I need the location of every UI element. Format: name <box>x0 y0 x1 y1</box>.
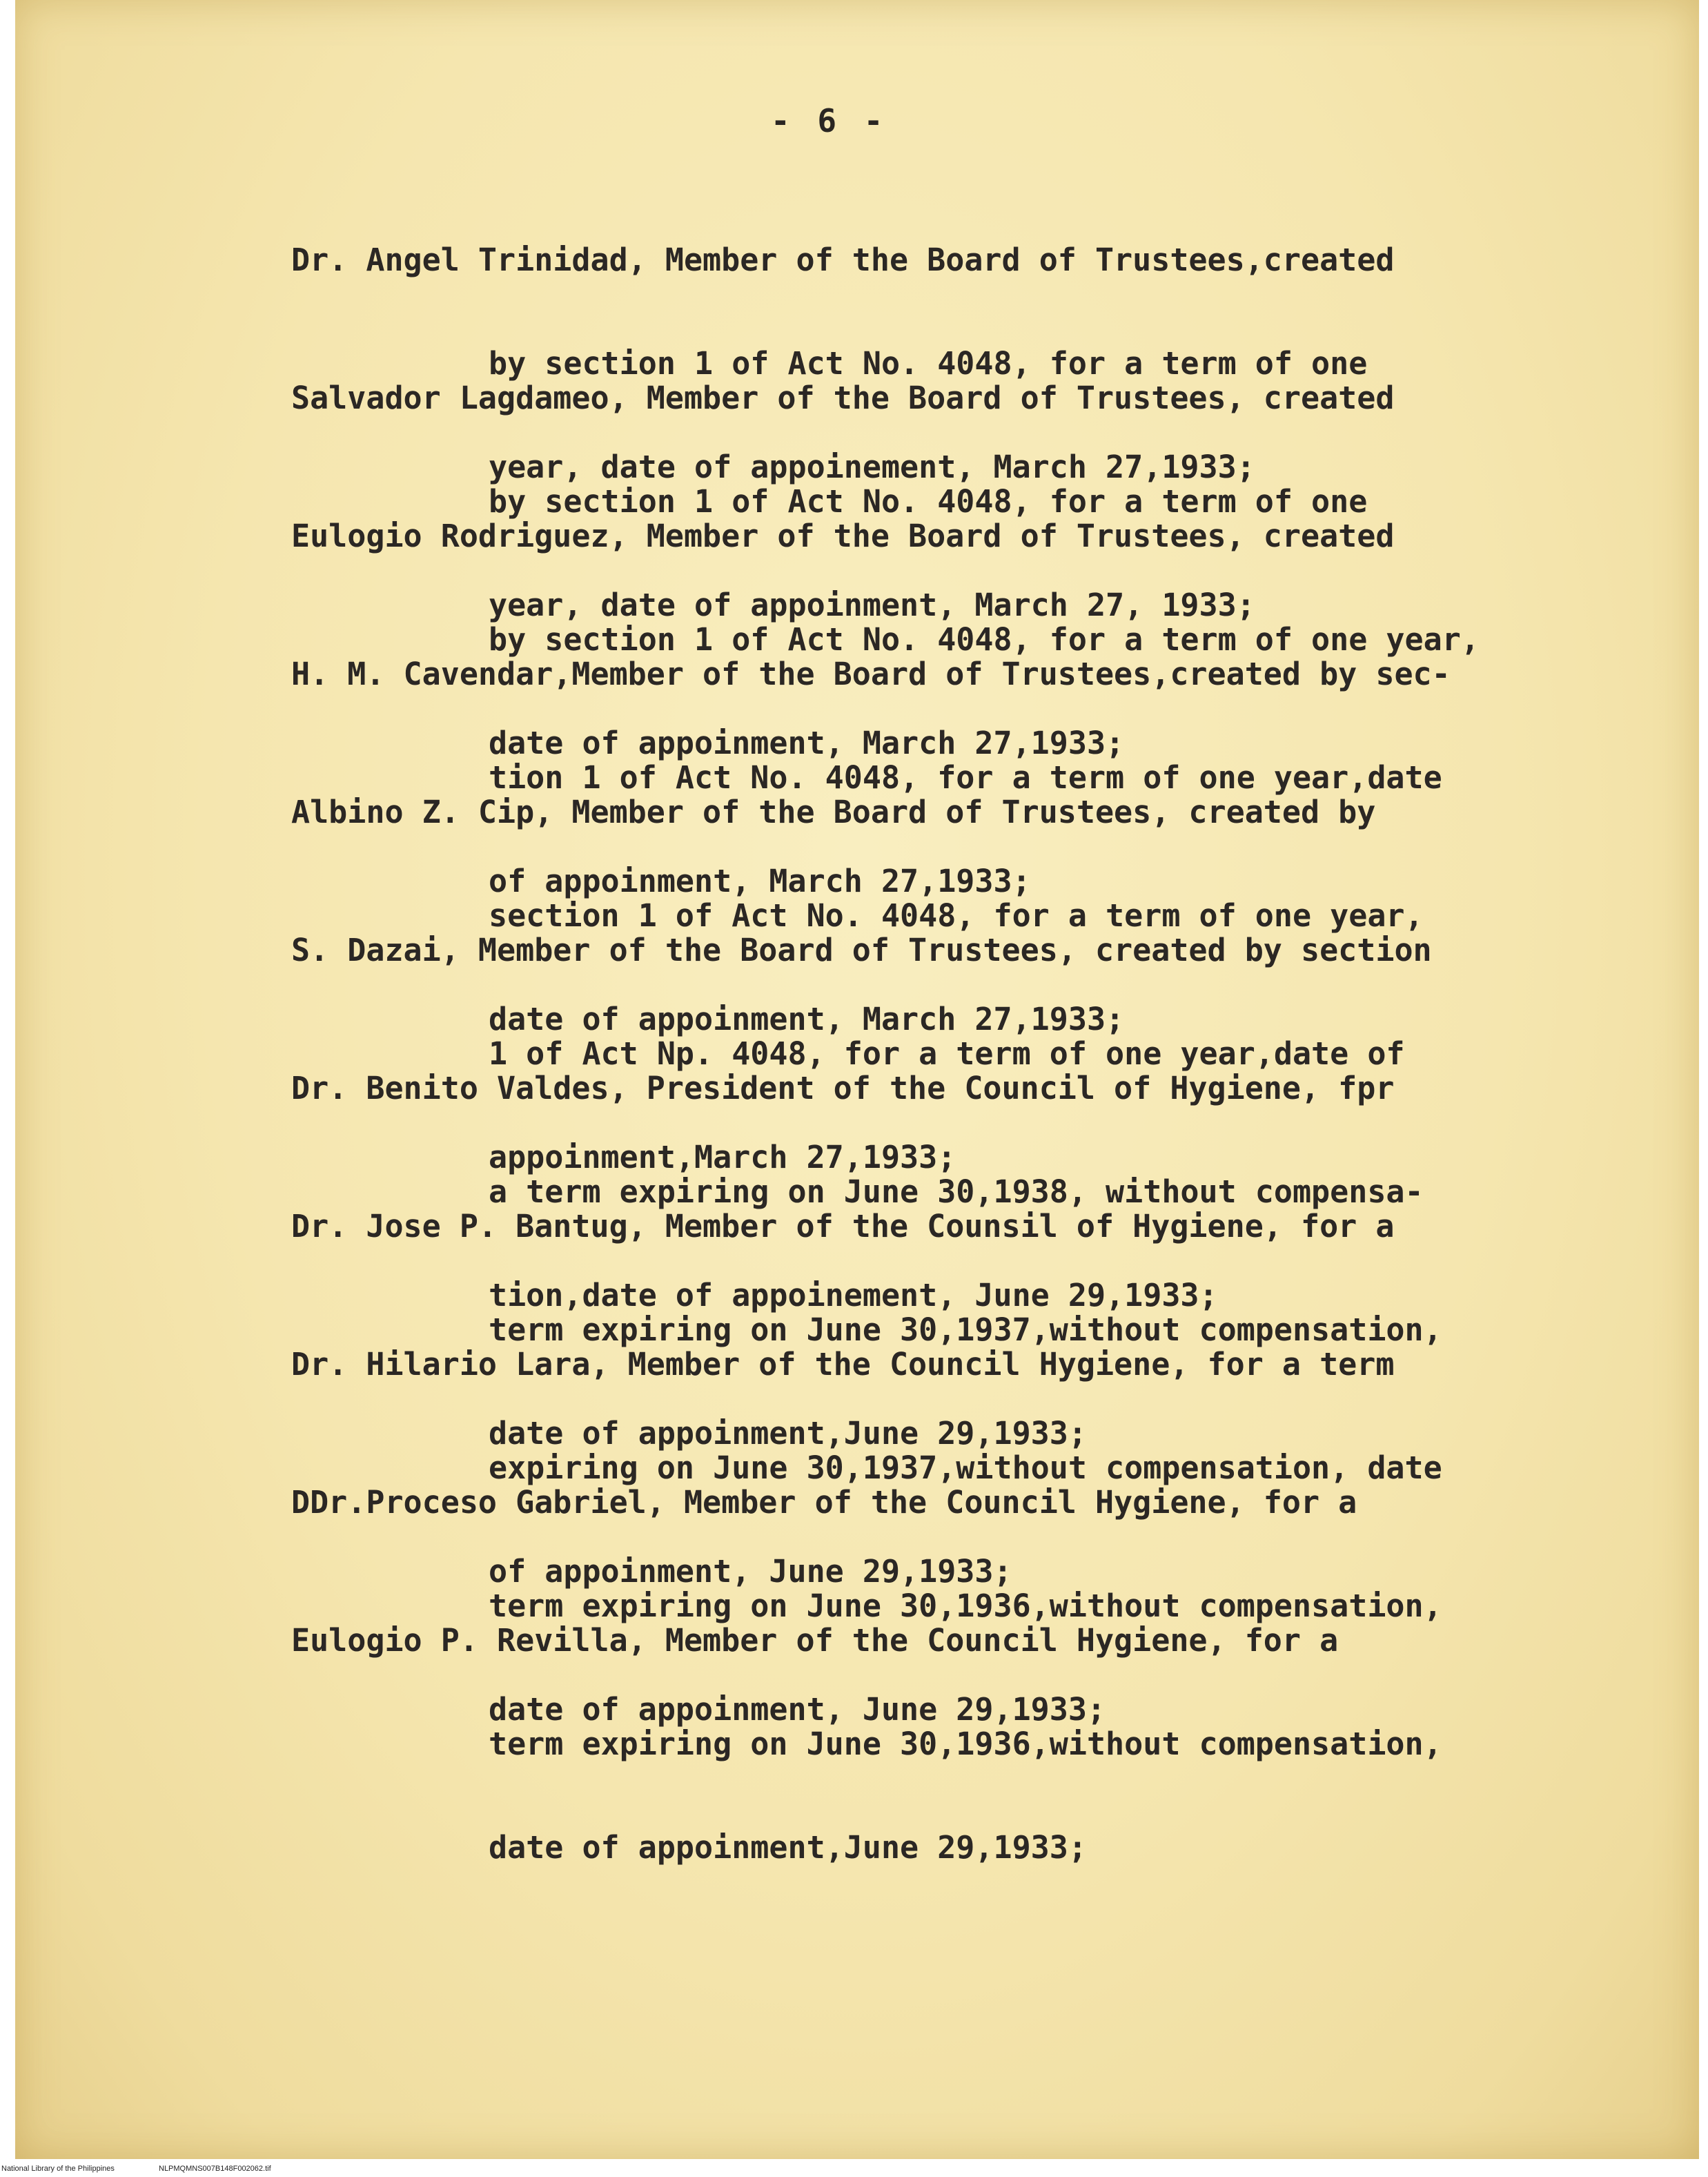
entry-line: of appoinment, June 29,1933; <box>489 1553 1012 1590</box>
entry-line: date of appoinment, March 27,1933; <box>489 1001 1125 1037</box>
entry-line: term expiring on June 30,1937,without compensation, <box>489 1311 1442 1348</box>
entry-line: Albino Z. Cip, Member of the Board of Trustees, created by <box>291 794 1376 830</box>
entry-line: date of appoinment, June 29,1933; <box>489 1691 1106 1728</box>
entry-line: DDr.Proceso Gabriel, Member of the Council Hygiene, for a <box>291 1484 1357 1521</box>
page-number: - 6 - <box>771 102 887 139</box>
entry-line: Eulogio P. Revilla, Member of the Council Hygiene, for a <box>291 1622 1339 1659</box>
entry-line: by section 1 of Act No. 4048, for a term of one <box>489 483 1368 520</box>
entry-line: section 1 of Act No. 4048, for a term of one year, <box>489 897 1424 934</box>
document-page <box>15 0 1699 2159</box>
entry-line: Dr. Benito Valdes, President of the Council of Hygiene, fpr <box>291 1070 1395 1106</box>
entry-line: date of appoinment, March 27,1933; <box>489 725 1125 761</box>
entry-line: term expiring on June 30,1936,without compensation, <box>489 1588 1442 1624</box>
entry-line: by section 1 of Act No. 4048, for a term of one <box>489 345 1368 382</box>
entry-line: Salvador Lagdameo, Member of the Board of Trustees, created <box>291 380 1395 416</box>
appointment-entry <box>291 1554 1658 1934</box>
entry-line: year, date of appoinement, March 27,1933; <box>489 449 1255 485</box>
entry-line: appoinment,March 27,1933; <box>489 1139 956 1175</box>
entry-line: tion,date of appoinement, June 29,1933; <box>489 1277 1218 1314</box>
scan-footer <box>0 2160 1708 2177</box>
entry-line: by section 1 of Act No. 4048, for a term of one year, <box>489 621 1480 658</box>
entry-line: tion 1 of Act No. 4048, for a term of one year,date <box>489 759 1442 796</box>
library-label: National Library of the Philippines <box>1 2165 115 2173</box>
entry-line: Eulogio Rodriguez, Member of the Board of Trustees, created <box>291 518 1395 554</box>
entry-line: year, date of appoinment, March 27, 1933; <box>489 587 1255 623</box>
entry-line: of appoinment, March 27,1933; <box>489 863 1031 899</box>
scan-filename: NLPMQMNS007B148F002062.tif <box>159 2165 271 2173</box>
entry-line: H. M. Cavendar,Member of the Board of Trustees,created by sec- <box>291 656 1451 692</box>
entry-line: Dr. Jose P. Bantug, Member of the Counsil of Hygiene, for a <box>291 1208 1395 1244</box>
entry-line: date of appoinment,June 29,1933; <box>489 1415 1087 1452</box>
entry-line: Dr. Angel Trinidad, Member of the Board of Trustees,created <box>291 242 1395 278</box>
entry-line: 1 of Act Np. 4048, for a term of one year,date of <box>489 1035 1405 1072</box>
entry-line: Dr. Hilario Lara, Member of the Council Hygiene, for a term <box>291 1346 1395 1383</box>
entry-line: a term expiring on June 30,1938, without compensa- <box>489 1173 1424 1210</box>
entry-line: S. Dazai, Member of the Board of Trustees, created by section <box>291 932 1432 968</box>
entry-line: date of appoinment,June 29,1933; <box>489 1829 1087 1866</box>
entry-line: term expiring on June 30,1936,without compensation, <box>489 1726 1442 1762</box>
entry-line: expiring on June 30,1937,without compensation, date <box>489 1449 1442 1486</box>
